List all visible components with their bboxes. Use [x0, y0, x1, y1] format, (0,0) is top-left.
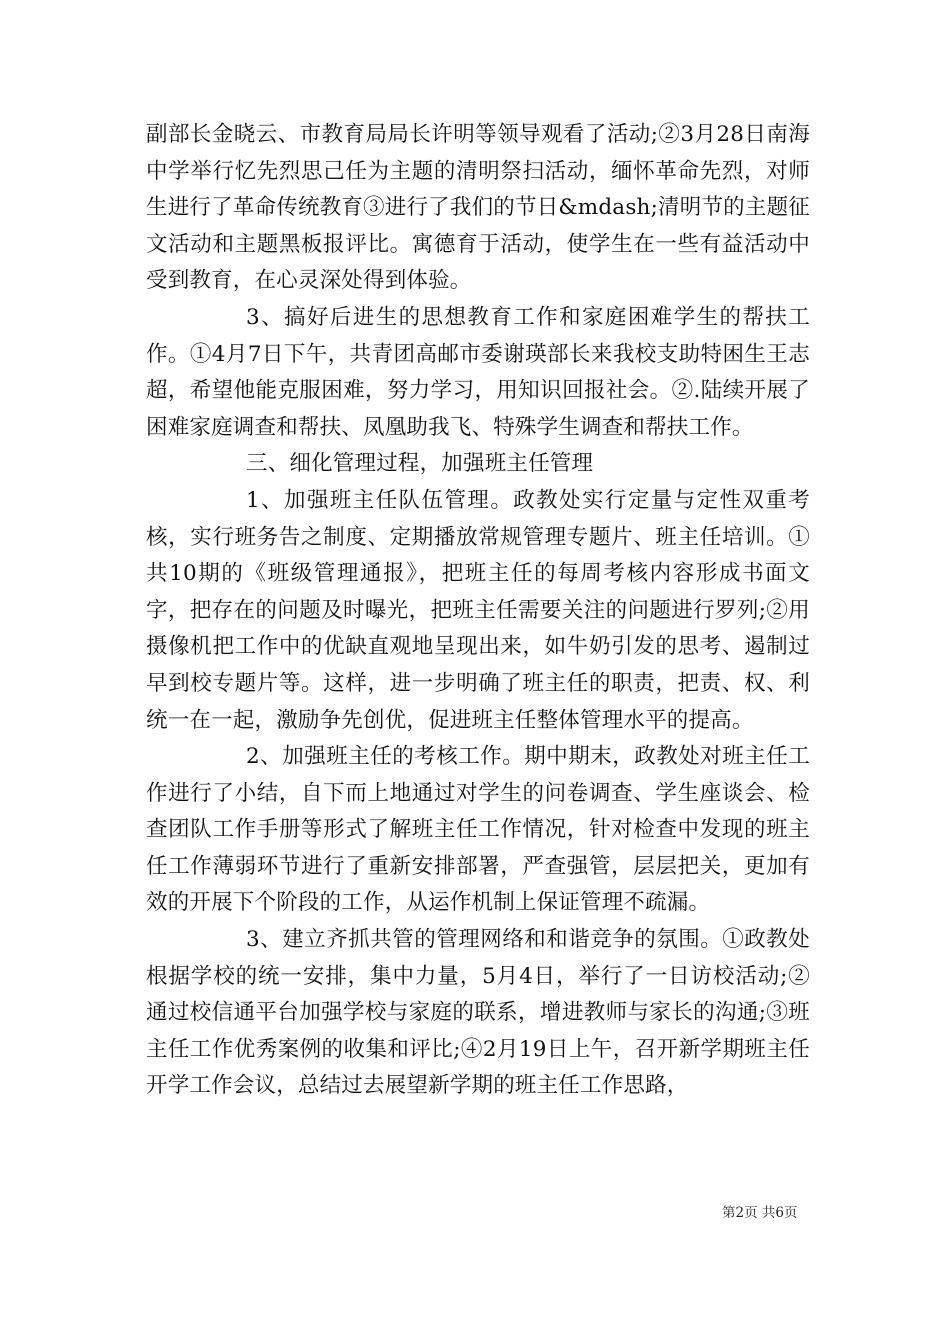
page-number-footer: 第2页 共6页	[722, 1205, 798, 1221]
document-body	[146, 117, 810, 1105]
paragraph-item-2-assessment: 2、加强班主任的考核工作。期中期末，政教处对班主任工作进行了小结，自下而上地通过对学生的问卷调查、学生座谈会、检查团队工作手册等形式了解班主任工作情况，针对检查中发现的班主任工作薄弱环节进行了重新安排部署，严查强管，层层把关，更加有效的开展下个阶段的工作，从运作机制上保证管理不疏漏。	[146, 744, 810, 916]
paragraph-continuation: 副部长金晓云、市教育局局长许明等领导观看了活动;②3月28日南海中学举行忆先烈思己任为主题的清明祭扫活动，缅怀革命先烈，对师生进行了革命传统教育③进行了我们的节日&mdash;清明节的主题征文活动和主题黑板报评比。寓德育于活动，使学生在一些有益活动中受到教育，在心灵深处得到体验。	[146, 122, 810, 294]
paragraph-item-1-team-management: 1、加强班主任队伍管理。政教处实行定量与定性双重考核，实行班务告之制度、定期播放常规管理专题片、班主任培训。①共10期的《班级管理通报》，把班主任的每周考核内容形成书面文字，把存在的问题及时曝光，把班主任需要关注的问题进行罗列;②用摄像机把工作中的优缺直观地呈现出来，如牛奶引发的思考、遏制过早到校专题片等。这样，进一步明确了班主任的职责，把责、权、利统一在一起，激励争先创优，促进班主任整体管理水平的提高。	[146, 487, 810, 733]
paragraph-item-3-management-network: 3、建立齐抓共管的管理网络和和谐竞争的氛围。①政教处根据学校的统一安排，集中力量，5月4日，举行了一日访校活动;②通过校信通平台加强学校与家庭的联系，增进教师与家长的沟通;③班主任工作优秀案例的收集和评比;④2月19日上午，召开新学期班主任开学工作会议，总结过去展望新学期的班主任工作思路，	[146, 927, 810, 1099]
paragraph-item-3-backward-students: 3、搞好后进生的思想教育工作和家庭困难学生的帮扶工作。①4月7日下午，共青团高邮市委谢瑛部长来我校支助特困生王志超，希望他能克服困难，努力学习，用知识回报社会。②.陆续开展了困难家庭调查和帮扶、凤凰助我飞、特殊学生调查和帮扶工作。	[146, 304, 810, 440]
section-heading: 三、细化管理过程，加强班主任管理	[246, 451, 594, 477]
